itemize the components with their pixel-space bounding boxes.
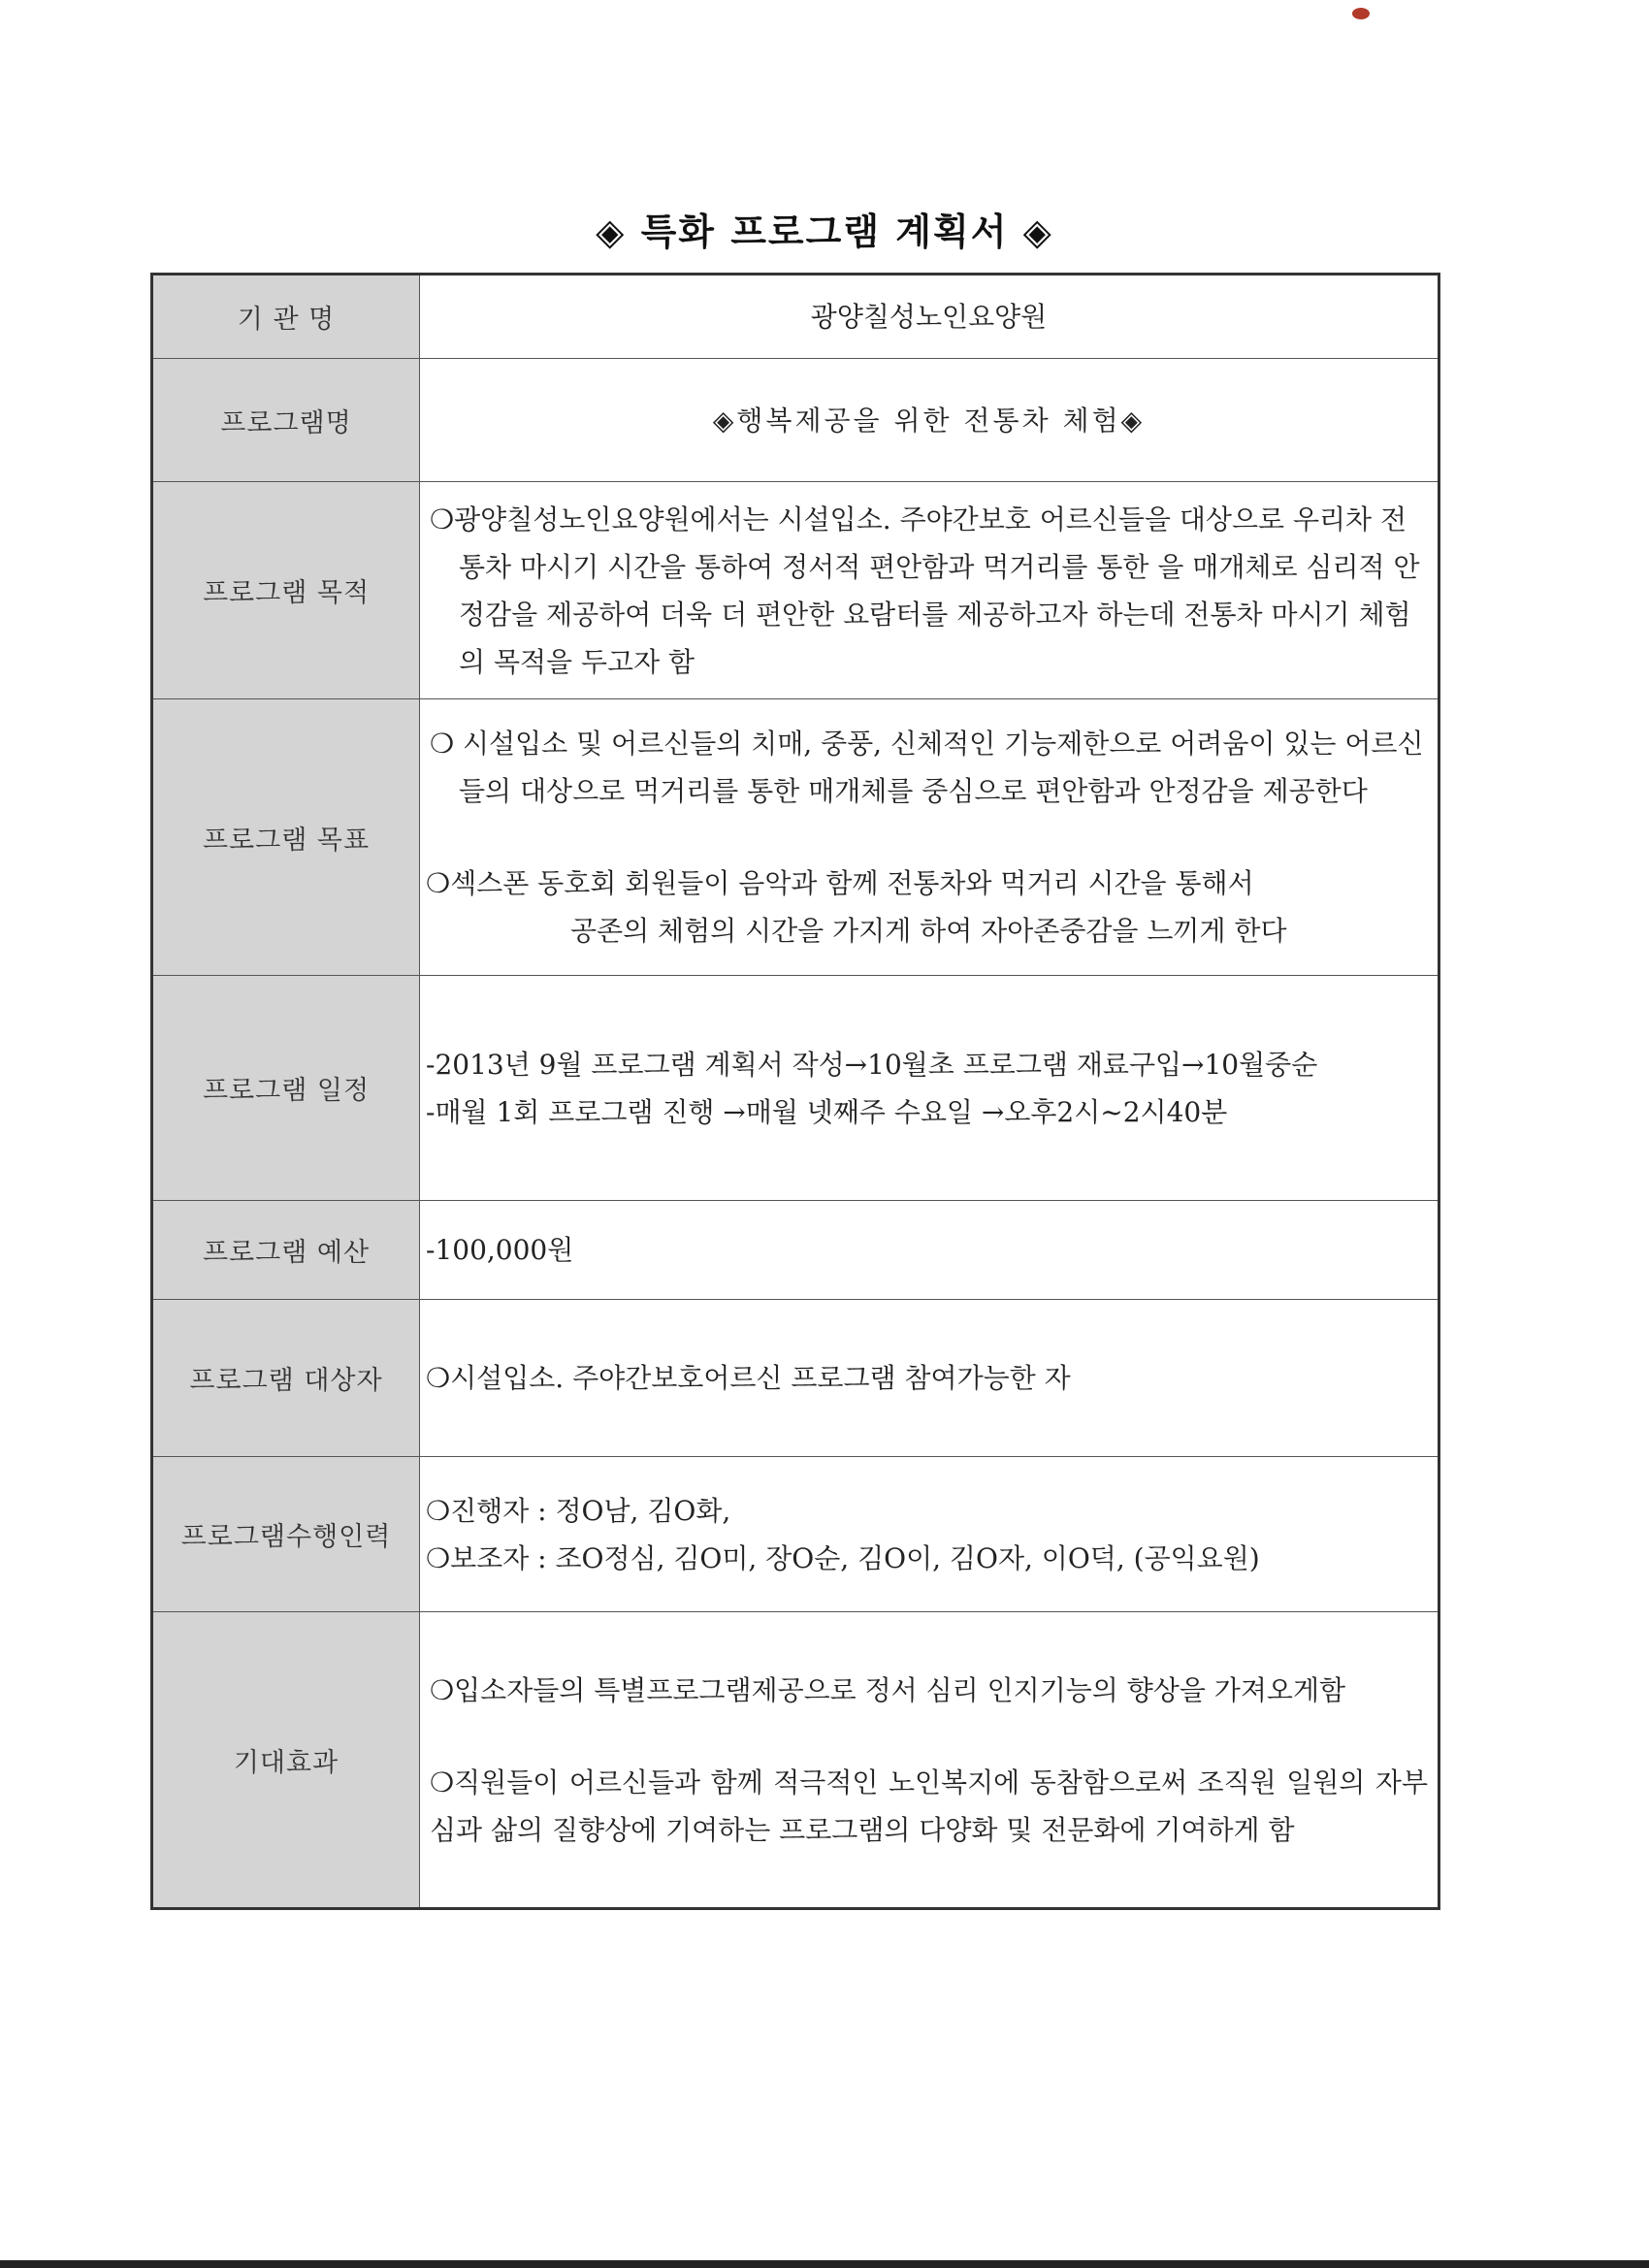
schedule-cell xyxy=(420,976,1439,1201)
goal-label: 프로그램 목표 xyxy=(152,699,420,976)
staff-line-1: ❍진행자 : 정O남, 김O화, xyxy=(426,1494,731,1527)
schedule-line-1: -2013년 9월 프로그램 계획서 작성→10월초 프로그램 재료구입→10월중순 xyxy=(426,1048,1318,1081)
row-schedule xyxy=(152,976,1439,1201)
goal-item-2-line-1: ❍섹스폰 동호회 회원들이 음악과 함께 전통차와 먹거리 시간을 통해서 xyxy=(426,867,1254,899)
staff-line-2: ❍보조자 : 조O정심, 김O미, 장O순, 김O이, 김O자, 이O덕, (공익요원) xyxy=(426,1541,1260,1574)
effect-label: 기대효과 xyxy=(152,1612,420,1909)
program-name-value: ◈행복제공을 위한 전통차 체험◈ xyxy=(420,359,1439,482)
row-goal xyxy=(152,699,1439,976)
purpose-text: ❍광양칠성노인요양원에서는 시설입소. 주야간보호 어르신들을 대상으로 우리차 전통차 마시기 시간을 통하여 정서적 편안함과 먹거리를 통한 을 매개체로 심리적 안정감을 제공하여 더욱 더 편안한 요람터를 제공하고자 하는데 전통차 마시기 체험의 목적을 두고자 함 xyxy=(430,502,1420,678)
page-title: ◈ 특화 프로그램 계획서 ◈ xyxy=(596,210,1053,253)
goal-item-1: ❍ 시설입소 및 어르신들의 치매, 중풍, 신체적인 기능제한으로 어려움이 있는 어르신들의 대상으로 먹거리를 통한 매개체를 중심으로 편안함과 안정감을 제공한다 xyxy=(430,728,1424,807)
goal-cell xyxy=(420,699,1439,976)
effect-cell xyxy=(420,1612,1439,1909)
goal-spacer xyxy=(420,815,1438,859)
budget-label: 프로그램 예산 xyxy=(152,1201,420,1300)
schedule-label: 프로그램 일정 xyxy=(152,976,420,1201)
ink-speck xyxy=(1352,8,1370,19)
target-value: ❍시설입소. 주야간보호어르신 프로그램 참여가능한 자 xyxy=(426,1362,1071,1394)
purpose-label: 프로그램 목적 xyxy=(152,482,420,699)
scan-edge xyxy=(0,2260,1649,2268)
budget-value: -100,000원 xyxy=(426,1234,574,1266)
program-plan-table xyxy=(150,273,1440,1910)
institution-label: 기 관 명 xyxy=(152,275,420,359)
staff-cell xyxy=(420,1457,1439,1612)
effect-item-2: ❍직원들이 어르신들과 함께 적극적인 노인복지에 동참함으로써 조직원 일원의 자부심과 삶의 질향상에 기여하는 프로그램의 다양화 및 전문화에 기여하게 함 xyxy=(430,1766,1428,1846)
institution-value: 광양칠성노인요양원 xyxy=(420,275,1439,359)
budget-cell xyxy=(420,1201,1439,1300)
schedule-line-2: -매월 1회 프로그램 진행 →매월 넷째주 수요일 →오후2시~2시40분 xyxy=(426,1095,1228,1128)
goal-item-2-line-2: 공존의 체험의 시간을 가지게 하여 자아존중감을 느끼게 한다 xyxy=(570,915,1287,947)
row-target xyxy=(152,1300,1439,1457)
program-name-label: 프로그램명 xyxy=(152,359,420,482)
purpose-cell xyxy=(420,482,1439,699)
target-label: 프로그램 대상자 xyxy=(152,1300,420,1457)
target-cell xyxy=(420,1300,1439,1457)
row-institution xyxy=(152,275,1439,359)
effect-item-1: ❍입소자들의 특별프로그램제공으로 정서 심리 인지기능의 향상을 가져오게함 xyxy=(430,1673,1346,1706)
row-budget xyxy=(152,1201,1439,1300)
row-effect xyxy=(152,1612,1439,1909)
row-program-name xyxy=(152,359,1439,482)
effect-spacer xyxy=(420,1714,1438,1759)
row-purpose xyxy=(152,482,1439,699)
row-staff xyxy=(152,1457,1439,1612)
staff-label: 프로그램수행인력 xyxy=(152,1457,420,1612)
